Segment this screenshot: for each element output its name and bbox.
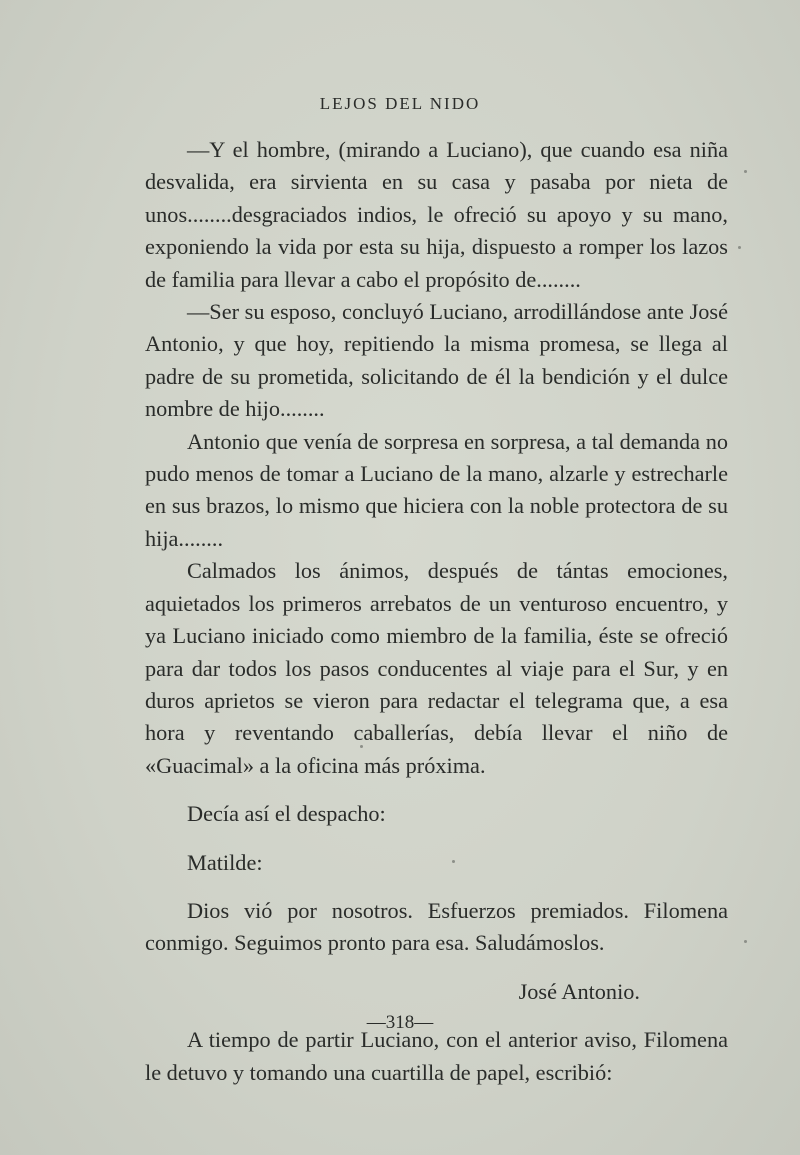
telegram-signature: José Antonio.: [518, 978, 640, 1004]
paper-speck: [738, 246, 741, 249]
paragraph-4: Calmados los ánimos, después de tántas emociones, aquietados los primeros arrebatos de un venturoso encuentro, y ya Luciano iniciado como miembro de la familia, éste se ofreció para dar todos los pasos conducentes al viaje para el Sur, y en duros aprietos se vieron para redactar el telegrama que, a esa hora y reventando caballerías, debía llevar el niño de «Guacimal» a la oficina más próxima.: [145, 558, 728, 778]
telegram-body: Dios vió por nosotros. Esfuerzos premiados. Filomena conmigo. Seguimos pronto para esa. Saludámoslos.: [145, 897, 728, 956]
paragraph-1: —Y el hombre, (mirando a Luciano), que cuando esa niña desvalida, era sirvienta en su casa y pasaba por nieta de unos........desgraciados indios, le ofreció su apoyo y su mano, exponiendo la vida por esta su hija, dispuesto a romper los lazos de familia para llevar a cabo el propósito de........: [145, 137, 728, 292]
paper-speck: [360, 745, 363, 748]
body-text: [145, 134, 728, 1089]
paragraph-2: —Ser su esposo, concluyó Luciano, arrodillándose ante José Antonio, y que hoy, repitiendo la misma promesa, se llega al padre de su prometida, solicitando de él la bendición y el dulce nombre de hijo........: [145, 299, 728, 422]
running-head: LEJOS DEL NIDO: [319, 94, 481, 113]
paper-speck: [744, 940, 747, 943]
paper-speck: [452, 860, 455, 863]
paragraph-3: Antonio que venía de sorpresa en sorpresa, a tal demanda no pudo menos de tomar a Luciano de la mano, alzarle y estrecharle en sus brazos, lo mismo que hiciera con la noble protectora de su hija........: [145, 428, 728, 551]
telegram-salutation: Matilde:: [187, 849, 263, 875]
paragraph-final: A tiempo de partir Luciano, con el anterior aviso, Filomena le detuvo y tomando una cuartilla de papel, escribió:: [145, 1027, 728, 1085]
paper-speck: [744, 170, 747, 173]
paragraph-dispatch-intro: Decía así el despacho:: [187, 801, 386, 827]
page-number: —318—: [366, 1012, 434, 1033]
